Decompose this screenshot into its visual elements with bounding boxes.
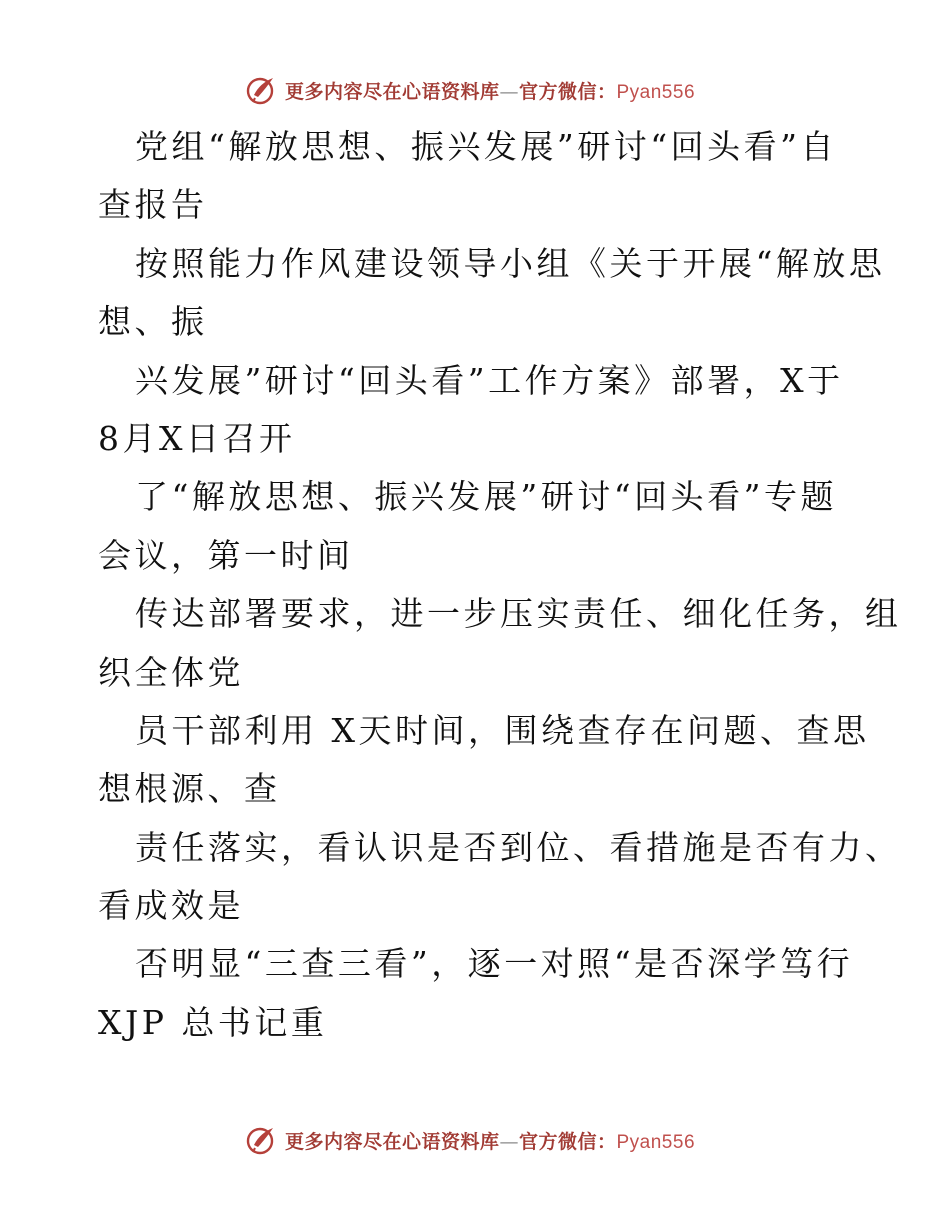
pen-logo-icon xyxy=(245,73,279,107)
footer-watermark xyxy=(0,1120,950,1160)
body-text-line: 员干部利用 X天时间，围绕查存在问题、查思 xyxy=(135,710,870,750)
body-text-line: 了“解放思想、振兴发展”研讨“回头看”专题 xyxy=(135,477,837,517)
body-text-line: 否明显“三查三看”，逐一对照“是否深学笃行 xyxy=(135,944,854,984)
body-text-line: 责任落实，看认识是否到位、看措施是否有力、 xyxy=(135,827,902,867)
watermark-text xyxy=(285,77,695,104)
watermark-separator: — xyxy=(499,1130,519,1153)
body-text-line: 查报告 xyxy=(98,185,208,225)
watermark-brand: 更多内容尽在心语资料库 xyxy=(284,80,500,103)
watermark-separator: — xyxy=(499,80,519,103)
watermark-text xyxy=(285,1127,695,1154)
watermark-handle: Pyan556 xyxy=(616,1131,696,1153)
document-body xyxy=(98,118,902,1052)
pen-logo-icon xyxy=(245,1123,279,1157)
body-text-line: 兴发展”研讨“回头看”工作方案》部署，X于 xyxy=(135,360,844,400)
body-text-line: 看成效是 xyxy=(98,886,244,926)
body-text-line: 会议，第一时间 xyxy=(98,535,354,575)
body-text-line: 按照能力作风建设领导小组《关于开展“解放思 xyxy=(135,243,886,283)
body-text-line: 传达部署要求，进一步压实责任、细化任务，组 xyxy=(135,594,902,634)
body-text-line: XJP 总书记重 xyxy=(98,1002,328,1042)
body-text-line: 想根源、查 xyxy=(98,769,281,809)
watermark-label: 官方微信： xyxy=(518,80,617,103)
watermark-label: 官方微信： xyxy=(518,1130,617,1153)
body-text-line: 想、振 xyxy=(98,302,208,342)
watermark-handle: Pyan556 xyxy=(616,81,696,103)
body-text-line: 党组“解放思想、振兴发展”研讨“回头看”自 xyxy=(135,127,837,166)
watermark-brand: 更多内容尽在心语资料库 xyxy=(284,1130,500,1153)
header-watermark xyxy=(0,70,950,110)
body-text-line: 织全体党 xyxy=(98,652,244,692)
body-text-line: 8月X日召开 xyxy=(98,418,296,458)
